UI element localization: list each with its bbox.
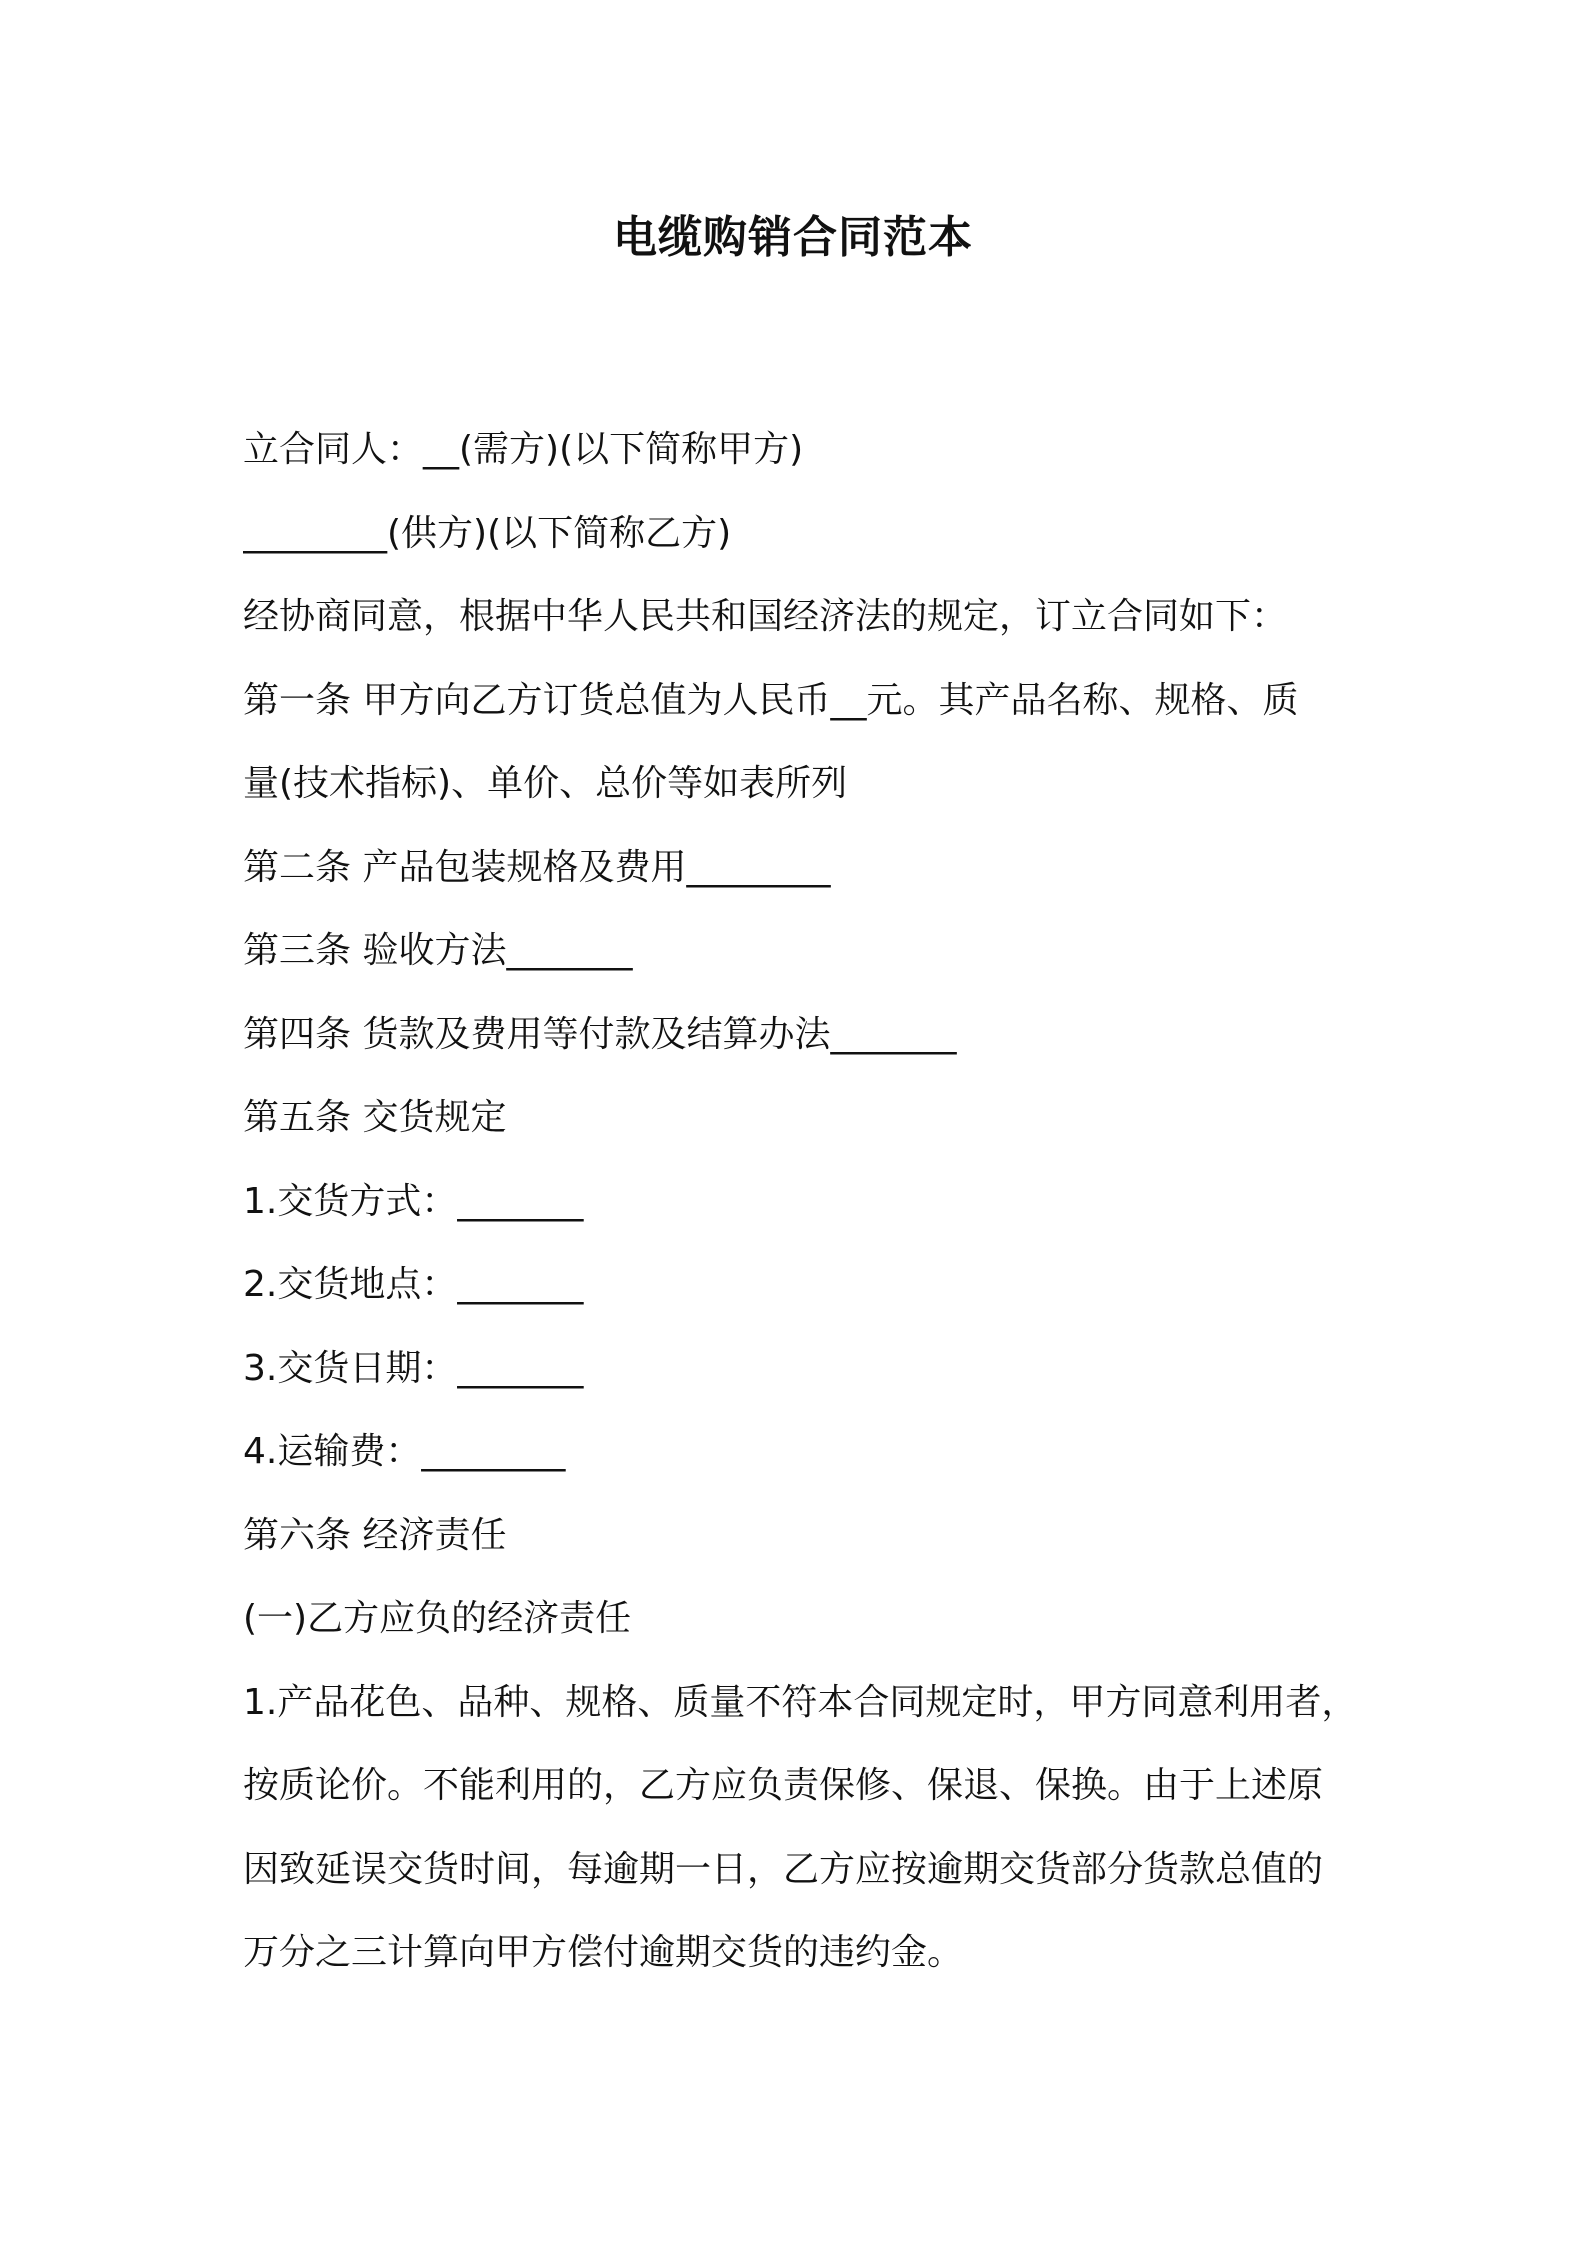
contract-party-a-line: 立合同人：__(需方)(以下简称甲方) xyxy=(243,429,804,470)
article-1-line-1: 第一条 甲方向乙方订货总值为人民币__元。其产品名称、规格、质 xyxy=(243,679,1299,721)
liability-paragraph-line-3: 因致延误交货时间，每逾期一日，乙方应按逾期交货部分货款总值的 xyxy=(243,1848,1324,1890)
delivery-method-item: 1.交货方式：_______ xyxy=(243,1180,584,1222)
contract-party-b-line: ________(供方)(以下简称乙方) xyxy=(243,512,732,554)
article-3: 第三条 验收方法_______ xyxy=(243,930,633,971)
liability-paragraph-line-2: 按质论价。不能利用的，乙方应负责保修、保退、保换。由于上述原 xyxy=(243,1765,1324,1806)
article-4: 第四条 货款及费用等付款及结算办法_______ xyxy=(243,1013,957,1055)
delivery-location-item: 2.交货地点：_______ xyxy=(243,1264,584,1305)
article-6-heading: 第六条 经济责任 xyxy=(243,1514,507,1556)
party-b-liability-heading: (一)乙方应负的经济责任 xyxy=(243,1598,632,1639)
document-body xyxy=(243,408,1363,1995)
liability-paragraph-line-1: 1.产品花色、品种、规格、质量不符本合同规定时，甲方同意利用者， xyxy=(243,1681,1358,1723)
article-5-heading: 第五条 交货规定 xyxy=(243,1097,507,1138)
delivery-date-item: 3.交货日期：_______ xyxy=(243,1347,584,1389)
liability-paragraph-line-4: 万分之三计算向甲方偿付逾期交货的违约金。 xyxy=(243,1932,964,1973)
article-2: 第二条 产品包装规格及费用________ xyxy=(243,846,831,888)
contract-preamble: 经协商同意，根据中华人民共和国经济法的规定，订立合同如下： xyxy=(243,596,1288,637)
document-title: 电缆购销合同范本 xyxy=(613,212,973,263)
transport-fee-item: 4.运输费：________ xyxy=(243,1431,566,1472)
article-1-line-2: 量(技术指标)、单价、总价等如表所列 xyxy=(243,763,848,804)
